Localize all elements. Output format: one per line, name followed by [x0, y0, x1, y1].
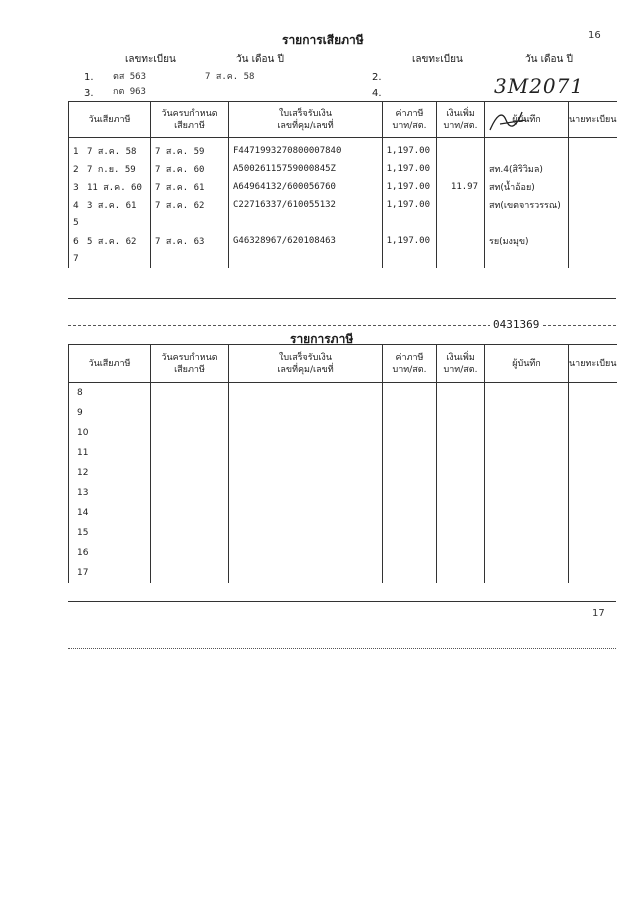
empty-cell — [69, 483, 151, 503]
due-date: 7 ส.ค. 60 — [155, 165, 205, 175]
col2-tax: ค่าภาษี บาท/สต. — [383, 345, 437, 383]
empty-cell — [485, 503, 569, 523]
empty-cell — [569, 483, 617, 503]
recorder: สท(น้ำอ้อย) — [489, 183, 535, 193]
pay-date-cell — [69, 250, 151, 268]
empty-cell — [437, 483, 485, 503]
due-date-cell — [151, 214, 229, 232]
empty-cell — [485, 383, 569, 404]
registrar-cell — [569, 138, 617, 161]
due-date-cell — [151, 250, 229, 268]
recorder-cell — [485, 138, 569, 161]
empty-cell — [69, 403, 151, 423]
table-row — [69, 250, 617, 268]
empty-cell — [151, 563, 229, 583]
reg-num-3: 3. — [84, 88, 94, 99]
extra-cell — [437, 138, 485, 161]
empty-cell — [485, 463, 569, 483]
due-date-cell — [151, 232, 229, 250]
tax-cell — [383, 232, 437, 250]
empty-cell — [229, 423, 383, 443]
receipt: G46328967/620108463 — [233, 236, 336, 246]
receipt-cell — [229, 250, 383, 268]
col-pay-date: วันเสียภาษี — [69, 102, 151, 138]
reg-value-3: กต 963 — [113, 87, 146, 97]
section2-table — [68, 344, 617, 583]
empty-cell — [485, 543, 569, 563]
row-number: 4 — [73, 201, 79, 211]
row-number: 6 — [73, 237, 79, 247]
receipt: A64964132/600056760 — [233, 182, 336, 192]
recorder-signature-icon — [486, 106, 530, 136]
empty-cell — [437, 563, 485, 583]
registrar-cell — [569, 214, 617, 232]
due-date: 7 ส.ค. 62 — [155, 201, 205, 211]
empty-cell — [569, 443, 617, 463]
empty-cell — [69, 463, 151, 483]
recorder — [485, 146, 489, 156]
receipt-cell — [229, 232, 383, 250]
pay-date: 7 ก.ย. 59 — [87, 165, 136, 175]
empty-cell — [69, 543, 151, 563]
section2-title: รายการภาษี — [290, 332, 354, 346]
row-number: 8 — [77, 388, 83, 398]
empty-cell — [569, 423, 617, 443]
row-number: 15 — [77, 528, 89, 538]
extra: 11.97 — [450, 182, 478, 192]
empty-cell — [569, 543, 617, 563]
registrar — [569, 182, 573, 192]
due-date: 7 ส.ค. 59 — [155, 147, 205, 157]
empty-cell — [229, 483, 383, 503]
pay-date-cell — [69, 160, 151, 178]
pay-date: 5 ส.ค. 62 — [87, 237, 137, 247]
tax-cell — [383, 160, 437, 178]
col2-due-date: วันครบกำหนด เสียภาษี — [151, 345, 229, 383]
extra-cell — [437, 250, 485, 268]
handwritten-reg-number: 3M2071 — [494, 74, 585, 98]
recorder-cell — [485, 232, 569, 250]
empty-cell — [151, 483, 229, 503]
reg-label-left: เลขทะเบียน — [125, 54, 176, 65]
row-number: 10 — [77, 428, 89, 438]
table-row — [69, 214, 617, 232]
row-number: 16 — [77, 548, 89, 558]
empty-cell — [437, 523, 485, 543]
table-row — [69, 160, 617, 178]
page-number-bottom: 17 — [592, 608, 605, 619]
receipt — [229, 254, 233, 264]
recorder: สท.4(สิริวิมล) — [489, 165, 543, 175]
registrar — [569, 200, 573, 210]
recorder — [485, 254, 489, 264]
tax-cell — [383, 196, 437, 214]
empty-cell — [569, 563, 617, 583]
empty-cell — [437, 403, 485, 423]
reg-num-1: 1. — [84, 72, 94, 83]
table-row — [69, 423, 617, 443]
row-number: 11 — [77, 448, 89, 458]
registrar — [569, 236, 573, 246]
col-recorder: ผู้บันทึก — [485, 102, 569, 138]
empty-cell — [151, 443, 229, 463]
recorder-cell — [485, 196, 569, 214]
tax: 1,197.00 — [386, 236, 430, 246]
empty-cell — [485, 523, 569, 543]
recorder: รย(มงมุข) — [489, 237, 529, 247]
table-row — [69, 523, 617, 543]
empty-cell — [437, 423, 485, 443]
due-date-cell — [151, 160, 229, 178]
empty-cell — [69, 503, 151, 523]
section1-table — [68, 101, 617, 268]
pay-date: 11 ส.ค. 60 — [87, 183, 142, 193]
empty-cell — [437, 443, 485, 463]
registrar-cell — [569, 178, 617, 196]
section1-bottom-rule — [68, 298, 616, 299]
recorder-cell — [485, 160, 569, 178]
empty-cell — [151, 523, 229, 543]
tax-cell — [383, 214, 437, 232]
table-row — [69, 443, 617, 463]
due-date — [151, 218, 155, 228]
row-number: 17 — [77, 568, 89, 578]
empty-cell — [485, 403, 569, 423]
receipt: F4471993270800007840 — [233, 146, 342, 156]
table-row — [69, 543, 617, 563]
tax: 1,197.00 — [386, 182, 430, 192]
page-number-top: 16 — [588, 30, 601, 41]
col2-extra: เงินเพิ่ม บาท/สต. — [437, 345, 485, 383]
extra-cell — [437, 232, 485, 250]
col-registrar: นายทะเบียน — [569, 102, 617, 138]
section1-header-row — [69, 102, 617, 138]
empty-cell — [383, 503, 437, 523]
receipt-cell — [229, 160, 383, 178]
date-label-left: วัน เดือน ปี — [236, 54, 284, 65]
empty-cell — [383, 563, 437, 583]
empty-cell — [229, 523, 383, 543]
pay-date-cell — [69, 232, 151, 250]
col-tax: ค่าภาษี บาท/สต. — [383, 102, 437, 138]
pay-date-cell — [69, 214, 151, 232]
empty-cell — [151, 403, 229, 423]
pay-date-cell — [69, 138, 151, 161]
col2-receipt: ใบเสร็จรับเงิน เลขที่คุม/เลขที่ — [229, 345, 383, 383]
registrar — [569, 218, 573, 228]
empty-cell — [69, 423, 151, 443]
extra-cell — [437, 196, 485, 214]
empty-cell — [151, 463, 229, 483]
receipt-cell — [229, 196, 383, 214]
empty-cell — [383, 463, 437, 483]
tax-cell — [383, 250, 437, 268]
table-row — [69, 138, 617, 161]
empty-cell — [69, 523, 151, 543]
empty-cell — [437, 463, 485, 483]
col2-pay-date: วันเสียภาษี — [69, 345, 151, 383]
receipt-cell — [229, 214, 383, 232]
registrar-cell — [569, 160, 617, 178]
registrar-cell — [569, 196, 617, 214]
perforation-code: 0431369 — [490, 318, 542, 331]
tax-cell — [383, 138, 437, 161]
empty-cell — [69, 563, 151, 583]
receipt: A50026115759000845Z — [233, 164, 336, 174]
table-row — [69, 196, 617, 214]
pay-date: 3 ส.ค. 61 — [87, 201, 137, 211]
row-number: 14 — [77, 508, 89, 518]
empty-cell — [569, 503, 617, 523]
reg-value-1: ตส 563 — [113, 72, 147, 82]
empty-cell — [229, 463, 383, 483]
tax: 1,197.00 — [386, 164, 430, 174]
table-row — [69, 178, 617, 196]
reg-num-2: 2. — [372, 72, 382, 83]
table-row — [69, 563, 617, 583]
recorder-cell — [485, 250, 569, 268]
empty-cell — [383, 443, 437, 463]
tax-cell — [383, 178, 437, 196]
empty-cell — [437, 543, 485, 563]
pay-date-cell — [69, 178, 151, 196]
extra-cell — [437, 178, 485, 196]
due-date-cell — [151, 178, 229, 196]
empty-cell — [485, 423, 569, 443]
recorder: สท(เขตจารวรรณ) — [489, 201, 561, 211]
empty-cell — [69, 383, 151, 404]
reg-date-1: 7 ส.ค. 58 — [205, 72, 255, 82]
due-date — [151, 254, 155, 264]
empty-cell — [437, 503, 485, 523]
recorder — [485, 218, 489, 228]
section2-bottom-rule — [68, 601, 616, 602]
col-due-date: วันครบกำหนด เสียภาษี — [151, 102, 229, 138]
due-date: 7 ส.ค. 61 — [155, 183, 205, 193]
row-number: 5 — [73, 218, 79, 228]
empty-cell — [485, 483, 569, 503]
receipt-cell — [229, 178, 383, 196]
due-date-cell — [151, 138, 229, 161]
empty-cell — [383, 483, 437, 503]
row-number: 3 — [73, 183, 79, 193]
table-row — [69, 403, 617, 423]
table-row — [69, 232, 617, 250]
empty-cell — [69, 443, 151, 463]
empty-cell — [569, 403, 617, 423]
empty-cell — [383, 523, 437, 543]
row-number: 13 — [77, 488, 89, 498]
extra-cell — [437, 214, 485, 232]
empty-cell — [569, 383, 617, 404]
table-row — [69, 503, 617, 523]
empty-cell — [229, 443, 383, 463]
col2-registrar: นายทะเบียน — [569, 345, 617, 383]
receipt — [229, 218, 233, 228]
recorder-cell — [485, 178, 569, 196]
empty-cell — [485, 443, 569, 463]
section1-title: รายการเสียภาษี — [282, 33, 364, 47]
row-number: 1 — [73, 147, 79, 157]
empty-cell — [151, 543, 229, 563]
empty-cell — [229, 383, 383, 404]
due-date-cell — [151, 196, 229, 214]
empty-cell — [569, 523, 617, 543]
empty-cell — [229, 403, 383, 423]
recorder-cell — [485, 214, 569, 232]
row-number: 12 — [77, 468, 89, 478]
empty-cell — [151, 503, 229, 523]
row-number: 9 — [77, 408, 83, 418]
empty-cell — [383, 383, 437, 404]
row-number: 2 — [73, 165, 79, 175]
receipt-cell — [229, 138, 383, 161]
empty-cell — [437, 383, 485, 404]
row-number: 7 — [73, 254, 79, 264]
col-receipt: ใบเสร็จรับเงิน เลขที่คุม/เลขที่ — [229, 102, 383, 138]
empty-cell — [485, 563, 569, 583]
empty-cell — [229, 563, 383, 583]
table-row — [69, 463, 617, 483]
empty-cell — [151, 383, 229, 404]
reg-num-4: 4. — [372, 88, 382, 99]
tax: 1,197.00 — [386, 146, 430, 156]
empty-cell — [229, 543, 383, 563]
col2-recorder: ผู้บันทึก — [485, 345, 569, 383]
section2-header-row — [69, 345, 617, 383]
empty-cell — [383, 403, 437, 423]
registrar — [569, 146, 573, 156]
date-label-right: วัน เดือน ปี — [525, 54, 573, 65]
extra-cell — [437, 160, 485, 178]
empty-cell — [229, 503, 383, 523]
empty-cell — [383, 423, 437, 443]
empty-cell — [569, 463, 617, 483]
empty-cell — [151, 423, 229, 443]
page-bottom-line — [68, 648, 616, 649]
registrar — [569, 254, 573, 264]
registrar-cell — [569, 232, 617, 250]
reg-label-right: เลขทะเบียน — [412, 54, 463, 65]
registrar — [569, 164, 573, 174]
pay-date: 7 ส.ค. 58 — [87, 147, 137, 157]
col-extra: เงินเพิ่ม บาท/สต. — [437, 102, 485, 138]
tax: 1,197.00 — [386, 200, 430, 210]
receipt: C22716337/610055132 — [233, 200, 336, 210]
table-row — [69, 383, 617, 404]
due-date: 7 ส.ค. 63 — [155, 237, 205, 247]
empty-cell — [383, 543, 437, 563]
registrar-cell — [569, 250, 617, 268]
pay-date-cell — [69, 196, 151, 214]
table-row — [69, 483, 617, 503]
